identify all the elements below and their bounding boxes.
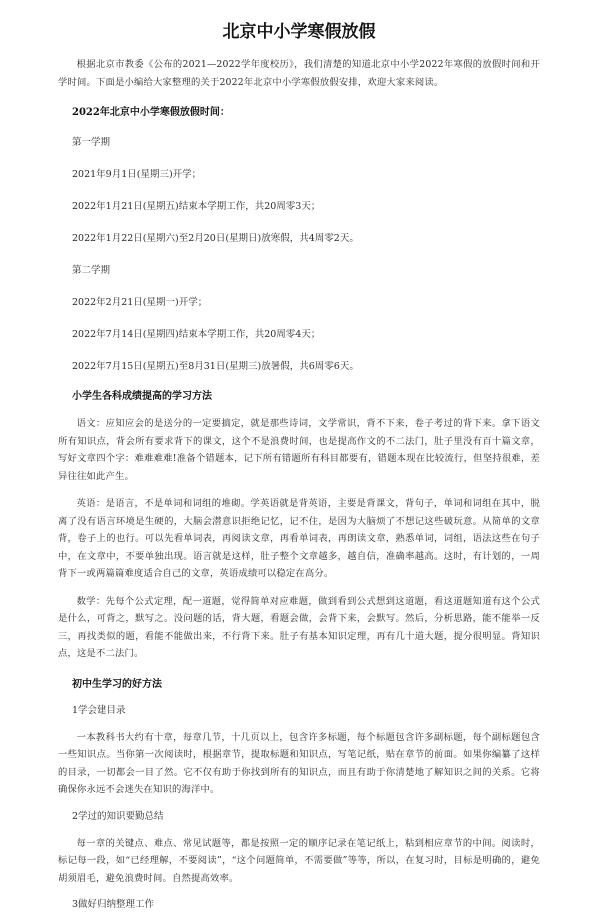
middle-para2: 每一章的关键点、难点、常见试题等，都是按照一定的顺序记录在笔记纸上，粘到相应章节的中间。阅读时，标记每一段，如“已经理解，不要阅读”，“这个问题简单，不需要做”等等，所以，在复习时，目标是明确的，避免胡须眉毛，避免浪费时间。自然提高效率。	[58, 837, 540, 884]
term2-line: 2022年7月15日(星期五)至8月31日(星期三)放暑假，共6周零6天。	[72, 361, 359, 372]
term2-label: 第二学期	[72, 265, 111, 276]
middle-sub1: 1学会建目录	[72, 704, 126, 716]
english-paragraph: 英语：是语言，不是单词和词组的堆砌。学英语就是背英语，主要是背课文，背句子，单词和词组在其中，脱离了没有语言环境是生硬的，大脑会潜意识拒绝记忆，记不住，是因为大脑烦了不想记这些破玩意。从简单的文章背，卷子上的也行。可以先看单词表，再阅读文章，再看单词表，再朗读文章，熟悉单词，词组，语法这些在句子中，在文章中，不要单独出现。语言就是这样，肚子整个文章越多，越自信，准确率越高。这时，有计划的，一周背下一或两篇篇难度适合自己的文章，英语成绩可以稳定在高分。	[58, 498, 540, 579]
term2-line: 2022年7月14日(星期四)结束本学期工作，共20周零4天；	[72, 329, 321, 340]
middle-sub3: 3做好归纳整理工作	[72, 899, 155, 910]
term1-line: 2021年9月1日(星期三)开学；	[72, 169, 202, 180]
intro-paragraph: 根据北京市教委《公布的2021—2022学年度校历》，我们清楚的知道北京中小学2022年寒假的放假时间和开学时间。下面是小编给大家整理的关于2022年北京中小学寒假放假安排，欢迎大家来阅读。	[58, 59, 540, 88]
primary-heading: 小学生各科成绩提高的学习方法	[72, 391, 212, 402]
schedule-heading: 2022年北京中小学寒假放假时间：	[72, 107, 230, 118]
page-title: 北京中小学寒假放假	[222, 22, 376, 42]
term1-line: 2022年1月22日(星期六)至2月20日(星期日)放寒假，共4周零2天。	[72, 233, 359, 244]
term2-line: 2022年2月21日(星期一)开学；	[72, 297, 208, 308]
middle-para1: 一本教科书大约有十章，每章几节，十几页以上，包含许多标题，每个标题包含许多副标题，每个副标题包含一些知识点。当你第一次阅读时，根据章节，提取标题和知识点，写笔记纸，贴在章节的前面。如果你编纂了这样的目录，一切都会一目了然。它不仅有助于你找到所有的知识点，而且有助于你清楚地了解知识之间的关系。它将确保你永远不会迷失在知识的海洋中。	[58, 731, 540, 795]
math-paragraph: 数学：先每个公式定理，配一道题，觉得简单对应难题，做到看到公式想到这道题，看这道题知道有这个公式是什么，可背之，默写之。没问题的话，背大题，看题会做，会背下来，会默写。然后，分析思路，能不能举一反三，再找类似的题，看能不能做出来，不行背下来。肚子有基本知识定理，再有几十道大题，提分很明显。背知识点，这是不二法门。	[58, 595, 540, 659]
term1-label: 第一学期	[72, 137, 111, 148]
chinese-paragraph: 语文：应知应会的是送分的一定要搞定，就是那些诗词，文学常识，背不下来，卷子考过的背下来。拿下语文所有知识点，背会所有要求背下的课文，这个不是浪费时间，也是提高作文的不二法门，肚子里没有百十篇文章，写好文章四个字：难难难难!准备个错题本，记下所有错题所有科目都要有，错题本现在比较流行，但坚持很难，差异往往如此产生。	[58, 418, 540, 482]
middle-heading: 初中生学习的好方法	[72, 678, 162, 690]
middle-sub2: 2学过的知识要勤总结	[72, 810, 164, 822]
term1-line: 2022年1月21日(星期五)结束本学期工作，共20周零3天；	[72, 201, 321, 212]
